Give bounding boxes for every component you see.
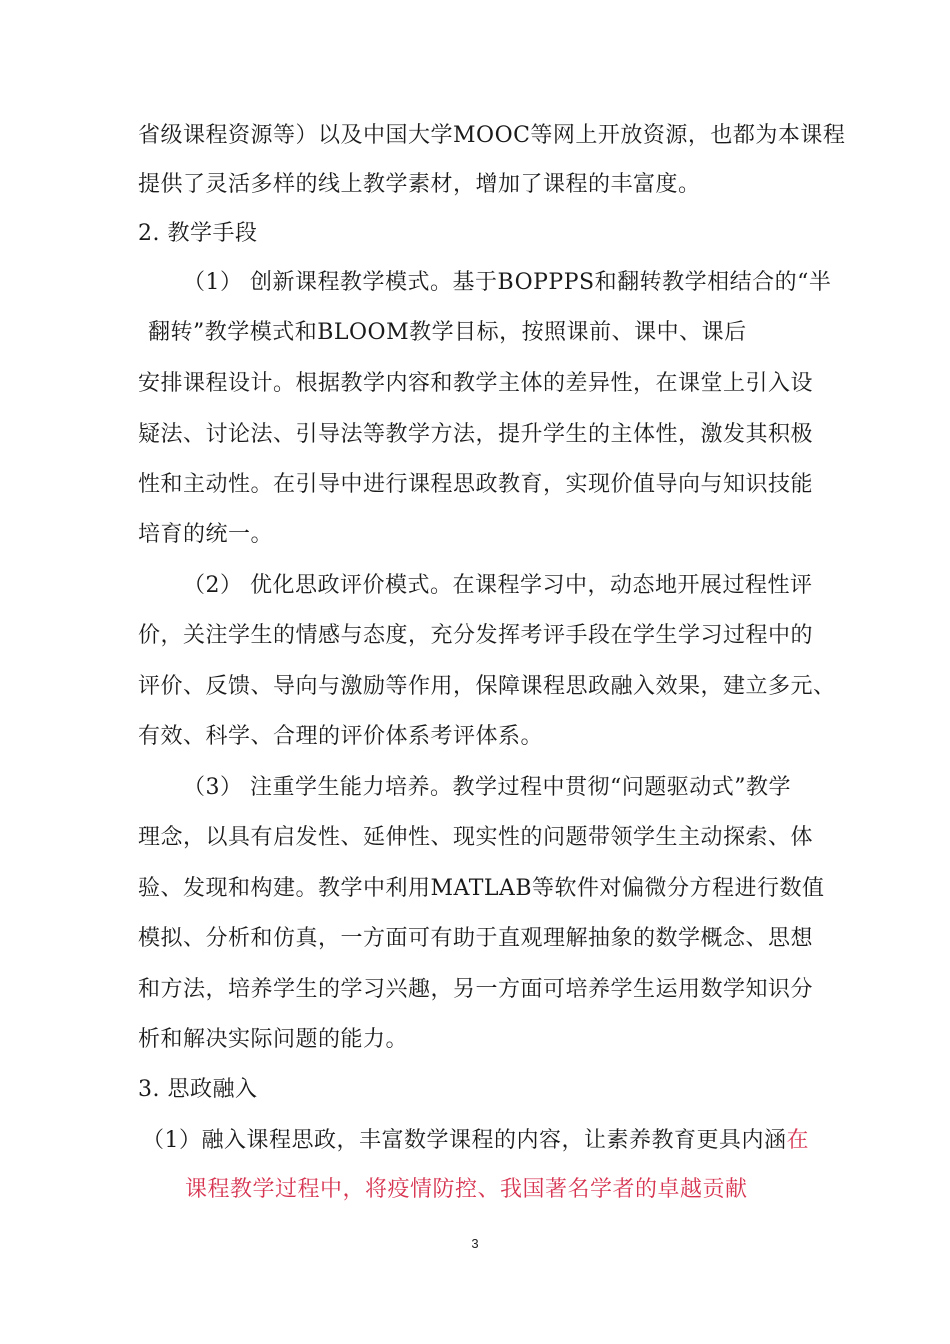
text-line: 性和主动性。在引导中进行课程思政教育，实现价值导向与知识技能 [138, 472, 814, 497]
text-line: 和方法，培养学生的学习兴趣，另一方面可培养学生运用数学知识分 [138, 977, 814, 1002]
text-line: 安排课程设计。根据教学内容和教学主体的差异性，在课堂上引入设 [138, 371, 814, 396]
text-line: （2） 优化思政评价模式。在课程学习中，动态地开展过程性评 [183, 573, 813, 598]
text-line: 验、发现和构建。教学中利用MATLAB等软件对偏微分方程进行数值 [138, 876, 825, 901]
text-line: 评价、反馈、导向与激励等作用，保障课程思政融入效果，建立多元、 [138, 674, 836, 699]
text-line: 模拟、分析和仿真，一方面可有助于直观理解抽象的数学概念、思想 [138, 926, 814, 951]
text-line: 翻转”教学模式和BLOOM教学目标，按照课前、课中、课后 [148, 320, 747, 345]
section-heading: 3. 思政融入 [138, 1077, 258, 1102]
highlighted-text-line: 课程教学过程中，将疫情防控、我国著名学者的卓越贡献 [185, 1177, 748, 1202]
text-line: 理念，以具有启发性、延伸性、现实性的问题带领学生主动探索、体 [138, 825, 814, 850]
highlighted-text: 在 [786, 1128, 810, 1153]
text-line: 提供了灵活多样的线上教学素材，增加了课程的丰富度。 [138, 172, 701, 197]
text-line: （1） 创新课程教学模式。基于BOPPPS和翻转教学相结合的“半 [183, 270, 832, 295]
text-line: 省级课程资源等）以及中国大学MOOC等网上开放资源，也都为本课程 [138, 123, 846, 148]
text-line: 有效、科学、合理的评价体系考评体系。 [138, 724, 544, 749]
section-heading: 2. 教学手段 [138, 221, 258, 246]
text-line: 析和解决实际问题的能力。 [138, 1027, 409, 1052]
text-line [142, 1126, 809, 1156]
paragraph-text: （1）融入课程思政，丰富数学课程的内容，让素养教育更具内涵 [142, 1128, 787, 1153]
text-line: 疑法、讨论法、引导法等教学方法，提升学生的主体性，激发其积极 [138, 422, 814, 447]
page-number: 3 [471, 1236, 479, 1251]
text-line: 价，关注学生的情感与态度，充分发挥考评手段在学生学习过程中的 [138, 623, 814, 648]
text-line: 培育的统一。 [138, 522, 274, 547]
text-line: （3） 注重学生能力培养。教学过程中贯彻“问题驱动式”教学 [183, 775, 791, 800]
